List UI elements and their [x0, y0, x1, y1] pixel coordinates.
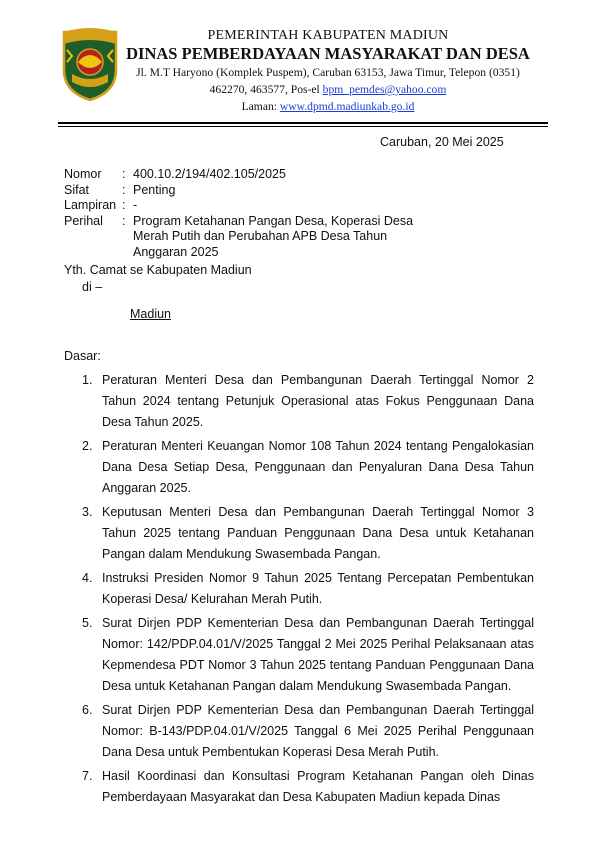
- sifat-label: Sifat: [64, 182, 90, 197]
- recipient-di: di –: [82, 280, 103, 294]
- department-name: DINAS PEMBERDAYAAN MASYARAKAT DAN DESA: [126, 44, 530, 63]
- list-item: 6. Surat Dirjen PDP Kementerian Desa dan Pembangunan Daerah Tertinggal Nomor: B-143/PDP.04.01/V/2025 Tanggal 6 Mei 2025 Perihal Penggunaan Dana Desa untuk Pembentukan Koperasi Desa Merah Putih.: [82, 703, 534, 759]
- letterhead: [118, 27, 538, 115]
- website-link[interactable]: www.dpmd.madiunkab.go.id: [279, 100, 415, 113]
- lampiran-value: -: [133, 198, 138, 212]
- phone-numbers: 462270, 463577, Pos-el: [209, 83, 320, 96]
- contact-line: [118, 81, 538, 98]
- dasar-list: [82, 370, 534, 811]
- government-name: PEMERINTAH KABUPATEN MADIUN: [207, 28, 449, 43]
- letter-meta: [64, 167, 443, 260]
- recipient-city: Madiun: [130, 307, 171, 321]
- meta-row-lampiran: Lampiran : -: [64, 198, 443, 214]
- meta-row-sifat: Sifat : Penting: [64, 183, 443, 199]
- recipient-block: [64, 262, 252, 323]
- list-item: 2. Peraturan Menteri Keuangan Nomor 108 Tahun 2024 tentang Pengalokasian Dana Desa Setiap Desa, Penggunaan dan Penyaluran Dana Desa Tahun Anggaran 2025.: [82, 439, 534, 495]
- letterhead-rule-thin: [58, 126, 548, 127]
- nomor-value: 400.10.2/194/402.105/2025: [133, 167, 286, 181]
- list-item: 1. Peraturan Menteri Desa dan Pembangunan Daerah Tertinggal Nomor 2 Tahun 2024 tentang Petunjuk Operasional atas Fokus Penggunaan Dana Desa Tahun 2025.: [82, 373, 534, 429]
- perihal-value: Program Ketahanan Pangan Desa, Koperasi Desa Merah Putih dan Perubahan APB Desa Tahun Anggaran 2025: [133, 213, 414, 259]
- letter-date: Caruban, 20 Mei 2025: [380, 135, 504, 149]
- email-link[interactable]: bpm_pemdes@yahoo.com: [322, 83, 447, 96]
- kabupaten-madiun-emblem-icon: [58, 26, 122, 102]
- list-item: 4. Instruksi Presiden Nomor 9 Tahun 2025 Tentang Percepatan Pembentukan Koperasi Desa/ Kelurahan Merah Putih.: [82, 571, 534, 606]
- dasar-heading: Dasar:: [64, 349, 101, 363]
- list-item: 3. Keputusan Menteri Desa dan Pembangunan Daerah Tertinggal Nomor 3 Tahun 2025 tentang Panduan Penggunaan Dana Desa untuk Ketahanan Pangan dalam Mendukung Swasembada Pangan.: [82, 505, 534, 561]
- list-item: 7. Hasil Koordinasi dan Konsultasi Program Ketahanan Pangan oleh Dinas Pemberdayaan Masyarakat dan Desa Kabupaten Madiun kepada Dinas: [82, 769, 534, 804]
- letterhead-rule-thick: [58, 122, 548, 124]
- perihal-label: Perihal: [64, 213, 103, 228]
- recipient-line: Yth. Camat se Kabupaten Madiun: [64, 263, 252, 277]
- website-line: [118, 98, 538, 115]
- meta-row-perihal: Perihal : Program Ketahanan Pangan Desa, Koperasi Desa Merah Putih dan Perubahan APB Desa Tahun Anggaran 2025: [64, 214, 443, 261]
- website-label: Laman:: [241, 100, 277, 113]
- list-item: 5. Surat Dirjen PDP Kementerian Desa dan Pembangunan Daerah Tertinggal Nomor: 142/PDP.04.01/V/2025 Tanggal 2 Mei 2025 Perihal Pelaksanaan atas Kepmendesa PDT Nomor 3 Tahun 2025 tentang Panduan Penggunaan Dana Desa untuk Ketahanan Pangan dalam Mendukung Swasembada Pangan.: [82, 616, 534, 693]
- meta-row-nomor: Nomor : 400.10.2/194/402.105/2025: [64, 167, 443, 183]
- lampiran-label: Lampiran: [64, 198, 117, 212]
- address-line: Jl. M.T Haryono (Komplek Puspem), Caruban 63153, Jawa Timur, Telepon (0351): [136, 66, 520, 79]
- nomor-label: Nomor: [64, 167, 102, 181]
- sifat-value: Penting: [133, 182, 176, 197]
